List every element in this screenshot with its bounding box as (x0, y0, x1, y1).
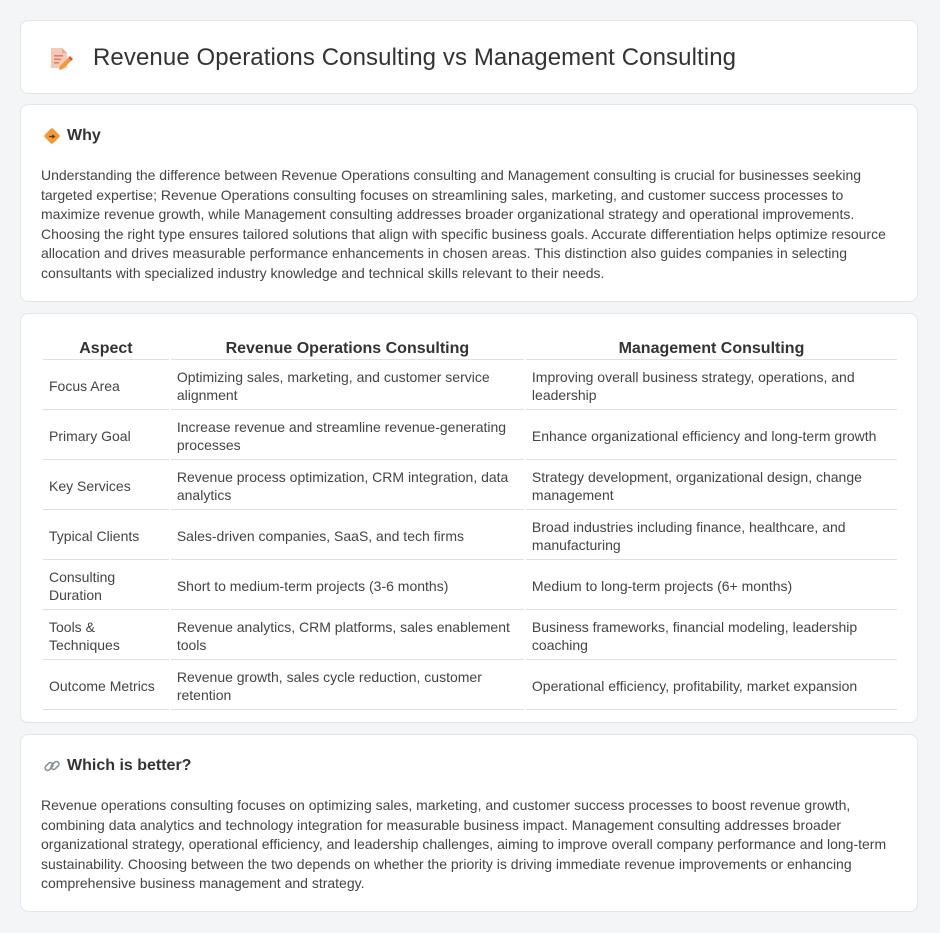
aspect-cell: Outcome Metrics (43, 662, 169, 710)
better-heading (43, 757, 191, 775)
comparison-table (41, 334, 899, 712)
better-title: Which is better? (67, 757, 192, 774)
revenue-ops-cell: Short to medium-term projects (3-6 months) (171, 562, 524, 610)
management-cell: Strategy development, organizational design, change management (526, 462, 897, 510)
revenue-ops-cell: Revenue process optimization, CRM integration, data analytics (171, 462, 524, 510)
table-row (43, 612, 897, 660)
table-row (43, 462, 897, 510)
aspect-cell: Primary Goal (43, 412, 169, 460)
title-row (47, 44, 736, 72)
table-row (43, 662, 897, 710)
aspect-cell: Tools & Techniques (43, 612, 169, 660)
management-cell: Medium to long-term projects (6+ months) (526, 562, 897, 610)
page-title: Revenue Operations Consulting vs Management Consulting (93, 44, 737, 71)
aspect-cell: Typical Clients (43, 512, 169, 560)
management-cell: Improving overall business strategy, operations, and leadership (526, 362, 897, 410)
management-cell: Enhance organizational efficiency and long-term growth (526, 412, 897, 460)
revenue-ops-cell: Sales-driven companies, SaaS, and tech firms (171, 512, 524, 560)
why-body: Understanding the difference between Revenue Operations consulting and Management consulting is crucial for businesses seeking targeted expertise; Revenue Operations consulting focuses on streamlining sales, marketing, and customer success processes to maximize revenue growth, while Management consulting addresses broader organizational strategy and operational improvements. Choosing the right type ensures tailored solutions that align with specific business goals. Accurate differentiation helps optimize resource allocation and drives measurable performance enhancements in chosen areas. This distinction also guides companies in selecting consultants with specialized industry knowledge and technical skills relevant to their needs. (41, 167, 886, 281)
why-title: Why (67, 127, 101, 144)
header-management: Management Consulting (526, 336, 897, 360)
revenue-ops-cell: Revenue analytics, CRM platforms, sales enablement tools (171, 612, 524, 660)
revenue-ops-cell: Optimizing sales, marketing, and customer service alignment (171, 362, 524, 410)
better-body: Revenue operations consulting focuses on optimizing sales, marketing, and customer success processes to boost revenue growth, combining data analytics and technology integration for measurable business impact. Management consulting addresses broader organizational strategy, operational efficiency, and leadership challenges, aiming to improve overall company performance and long-term sustainability. Choosing between the two depends on whether the priority is driving immediate revenue improvements or enhancing comprehensive business management and strategy. (41, 797, 887, 891)
management-cell: Business frameworks, financial modeling, leadership coaching (526, 612, 897, 660)
revenue-ops-cell: Revenue growth, sales cycle reduction, customer retention (171, 662, 524, 710)
document-pencil-icon (47, 45, 73, 71)
table-row (43, 412, 897, 460)
aspect-cell: Focus Area (43, 362, 169, 410)
management-cell: Operational efficiency, profitability, market expansion (526, 662, 897, 710)
aspect-cell: Consulting Duration (43, 562, 169, 610)
link-icon (43, 757, 61, 775)
title-card (20, 20, 918, 94)
aspect-cell: Key Services (43, 462, 169, 510)
header-revenue-ops: Revenue Operations Consulting (171, 336, 524, 360)
which-better-section (20, 734, 918, 912)
comparison-section (20, 313, 918, 723)
table-row (43, 362, 897, 410)
revenue-ops-cell: Increase revenue and streamline revenue-generating processes (171, 412, 524, 460)
why-section (20, 104, 918, 302)
why-heading (43, 127, 101, 145)
table-row (43, 562, 897, 610)
diamond-sign-icon (43, 127, 61, 145)
table-row (43, 512, 897, 560)
table-header-row (43, 336, 897, 360)
management-cell: Broad industries including finance, healthcare, and manufacturing (526, 512, 897, 560)
header-aspect: Aspect (43, 336, 169, 360)
